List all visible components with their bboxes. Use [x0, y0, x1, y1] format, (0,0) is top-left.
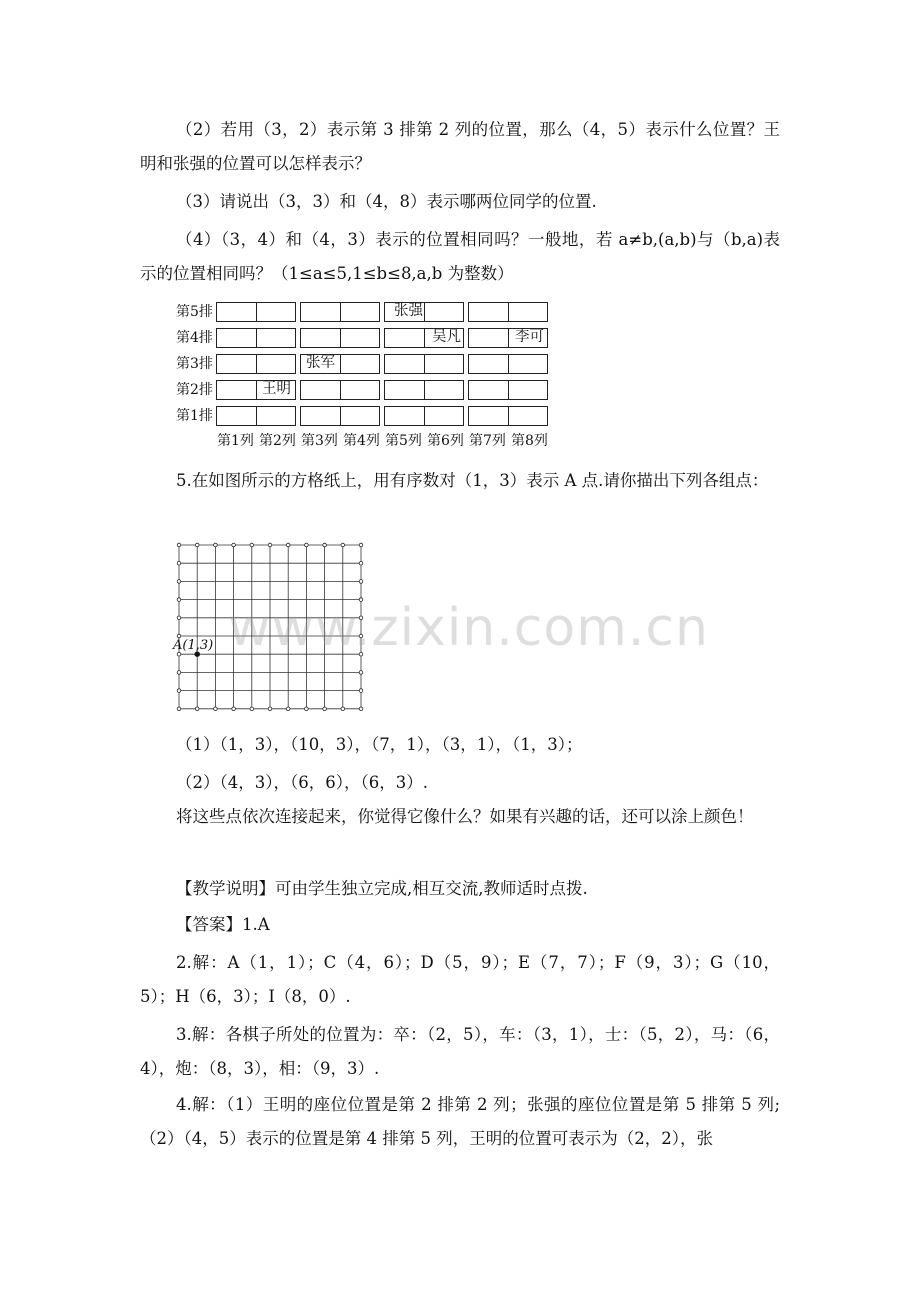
grid-border-dot — [359, 580, 363, 584]
grid-border-dot — [305, 543, 309, 547]
seat-group — [216, 328, 296, 348]
seat-group — [300, 380, 380, 400]
grid-border-dot — [177, 671, 181, 675]
answer-2: 2.解：A（1，1）；C（4，6）；D（5，9）；E（7，7）；F（9，3）；G（10，5）；H（6，3）；I（8，0）. — [140, 953, 780, 1006]
grid-border-dot — [250, 707, 254, 711]
seat-divider — [424, 407, 425, 425]
answer-4: 4.解：（1）王明的座位位置是第 2 排第 2 列；张强的座位位置是第 5 排第 5 列;（2）（4，5）表示的位置是第 4 排第 5 列，王明的位置可表示为（2，2），张 — [140, 1095, 780, 1148]
seat-group — [300, 328, 380, 348]
seat-divider — [256, 303, 257, 321]
seat-divider — [508, 329, 509, 347]
col-label-3: 第3列 — [301, 433, 338, 449]
grid-border-dot — [359, 543, 363, 547]
grid-border-dot — [359, 561, 363, 565]
grid-border-dot — [268, 707, 272, 711]
grid-border-dot — [286, 543, 290, 547]
col-label-2: 第2列 — [259, 433, 296, 449]
seat-divider — [508, 407, 509, 425]
seat-group — [216, 354, 296, 374]
grid-border-dot — [177, 580, 181, 584]
row-label-2: 第2排 — [176, 382, 213, 398]
seat-divider — [256, 381, 257, 399]
seat-group — [216, 406, 296, 426]
seat-chart — [170, 300, 570, 450]
seat-divider — [340, 381, 341, 399]
grid-border-dot — [195, 543, 199, 547]
col-label-8: 第8列 — [511, 433, 548, 449]
question-5-set-2: （2）（4，3），（6，6），（6，3）. — [176, 773, 428, 792]
col-label-7: 第7列 — [469, 433, 506, 449]
grid-border-dot — [341, 543, 345, 547]
seat-divider — [340, 407, 341, 425]
seat-group — [300, 302, 380, 322]
question-4-part-2: （2）若用（3，2）表示第 3 排第 2 列的位置，那么（4，5）表示什么位置？王明和张强的位置可以怎样表示？ — [140, 120, 780, 173]
grid-border-dot — [214, 543, 218, 547]
row-label-5: 第5排 — [176, 304, 213, 320]
col-label-5: 第5列 — [385, 433, 422, 449]
seat-divider — [508, 381, 509, 399]
grid-border-dot — [195, 707, 199, 711]
grid-border-dot — [359, 707, 363, 711]
grid-border-dot — [177, 561, 181, 565]
seat-name-li-ke: 李可 — [515, 329, 544, 345]
seat-divider — [340, 355, 341, 373]
seat-group — [468, 406, 548, 426]
seat-divider — [340, 329, 341, 347]
question-5-set-1: （1）（1，3），（10，3），（7，1），（3，1），（1，3）； — [176, 735, 583, 754]
seat-group — [384, 406, 464, 426]
seat-divider — [508, 355, 509, 373]
grid-border-dot — [268, 543, 272, 547]
watermark: www.zixin.com.cn — [228, 598, 709, 658]
grid-border-dot — [250, 543, 254, 547]
seat-divider — [256, 329, 257, 347]
grid-border-dot — [323, 707, 327, 711]
grid-border-dot — [305, 707, 309, 711]
seat-divider — [424, 303, 425, 321]
row-label-3: 第3排 — [176, 356, 213, 372]
grid-border-dot — [232, 543, 236, 547]
seat-divider — [256, 407, 257, 425]
seat-group — [300, 406, 380, 426]
seat-divider — [424, 329, 425, 347]
seat-divider — [508, 303, 509, 321]
col-label-4: 第4列 — [343, 433, 380, 449]
grid-border-dot — [177, 689, 181, 693]
seat-group — [384, 380, 464, 400]
seat-group — [468, 380, 548, 400]
point-a-label: A(1,3) — [173, 638, 214, 653]
grid-border-dot — [323, 543, 327, 547]
seat-name-zhang-qiang: 张强 — [394, 303, 423, 319]
grid-border-dot — [359, 689, 363, 693]
seat-group — [468, 354, 548, 374]
grid-border-dot — [341, 707, 345, 711]
seat-name-zhang-jun: 张军 — [306, 355, 335, 371]
seat-name-wang-ming: 王明 — [262, 381, 291, 397]
question-5-intro: 5.在如图所示的方格纸上，用有序数对（1，3）表示 A 点.请你描出下列各组点： — [176, 471, 769, 490]
col-label-6: 第6列 — [427, 433, 464, 449]
seat-group — [384, 354, 464, 374]
grid-border-dot — [177, 543, 181, 547]
question-5-ask: 将这些点依次连接起来，你觉得它像什么？如果有兴趣的话，还可以涂上颜色！ — [176, 807, 754, 826]
seat-group — [468, 302, 548, 322]
grid-border-dot — [232, 707, 236, 711]
seat-divider — [256, 355, 257, 373]
row-label-1: 第1排 — [176, 408, 213, 424]
question-4-part-3: （3）请说出（3，3）和（4，8）表示哪两位同学的位置. — [176, 192, 597, 211]
seat-group — [216, 302, 296, 322]
answer-3: 3.解：各棋子所处的位置为：卒：（2，5），车：（3，1），士：（5，2），马：（6，4），炮：（8，3），相：（9，3）. — [140, 1025, 780, 1078]
question-4-part-4: （4）（3，4）和（4，3）表示的位置相同吗？一般地，若 a≠b,(a,b)与（b,a)表示的位置相同吗？（1≤a≤5,1≤b≤8,a,b 为整数） — [140, 230, 780, 283]
grid-border-dot — [177, 616, 181, 620]
row-label-4: 第4排 — [176, 330, 213, 346]
seat-name-wu-fan: 吴凡 — [432, 329, 461, 345]
teaching-note: 【教学说明】可由学生独立完成,相互交流,教师适时点拨. — [176, 879, 588, 898]
grid-border-dot — [286, 707, 290, 711]
seat-divider — [340, 303, 341, 321]
seat-divider — [424, 355, 425, 373]
seat-divider — [424, 381, 425, 399]
grid-border-dot — [359, 671, 363, 675]
grid-border-dot — [214, 707, 218, 711]
col-label-1: 第1列 — [217, 433, 254, 449]
grid-border-dot — [177, 598, 181, 602]
answer-1: 【答案】1.A — [176, 915, 270, 934]
grid-border-dot — [177, 707, 181, 711]
